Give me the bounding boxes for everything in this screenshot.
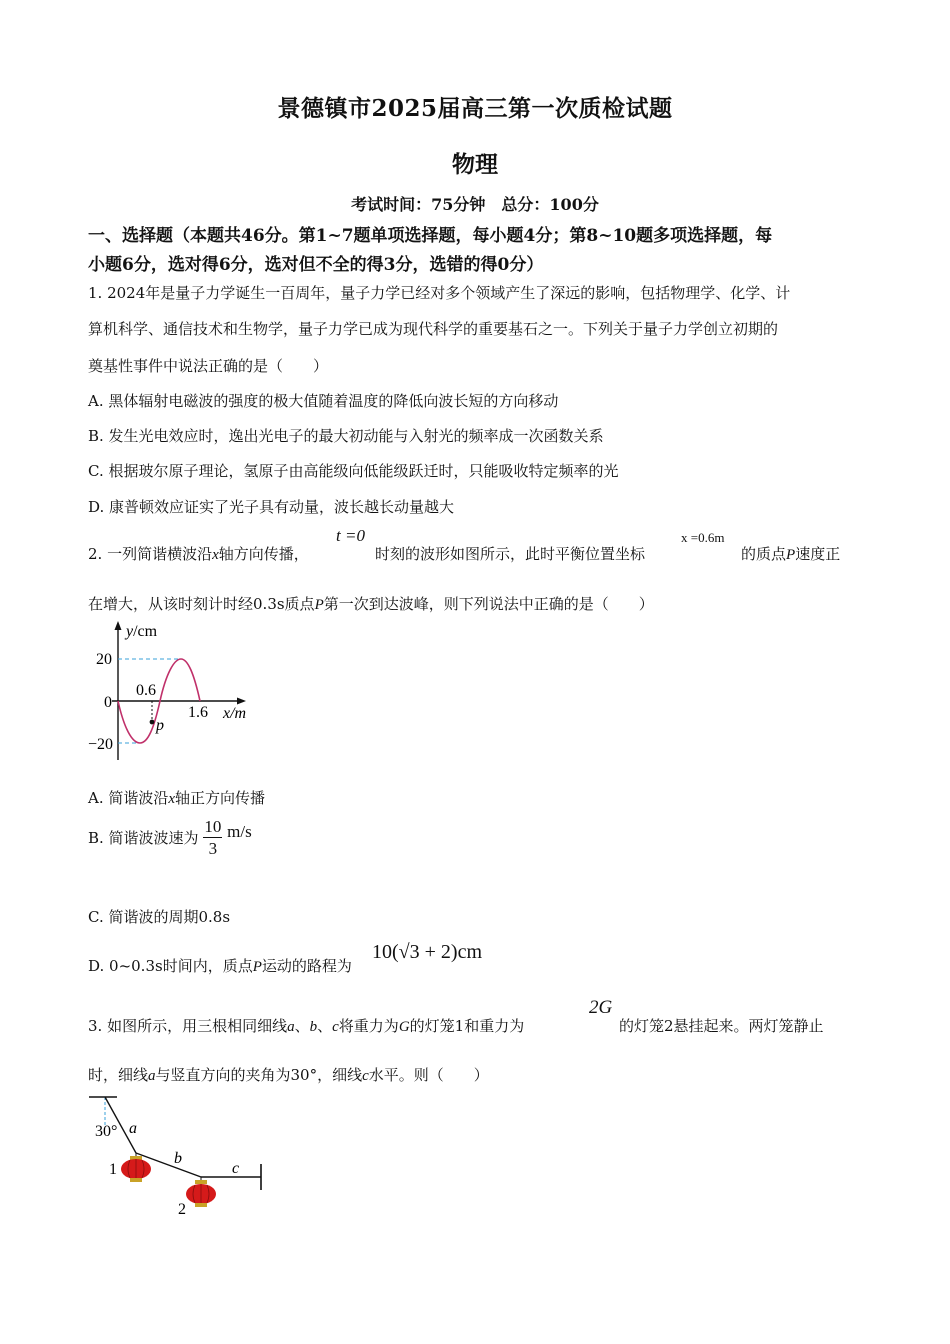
fraction-denominator: 3 bbox=[208, 839, 218, 858]
string-a-label: a bbox=[129, 1120, 137, 1137]
q2-stem-end: 的质点P速度正 bbox=[741, 545, 841, 563]
x-tick-1-6: 1.6 bbox=[188, 704, 208, 721]
q2-stem-line1: 2. 一列简谐横波沿x轴方向传播， bbox=[88, 545, 309, 563]
fraction-numerator: 10 bbox=[204, 817, 222, 836]
point-p bbox=[150, 720, 155, 725]
q1-option-d: D. 康普顿效应证实了光子具有动量，波长越长动量越大 bbox=[88, 498, 455, 516]
q1-stem-line3: 奠基性事件中说法正确的是（ ） bbox=[88, 357, 329, 375]
x-axis-arrow-icon bbox=[237, 698, 246, 705]
q1-option-b: B. 发生光电效应时，逸出光电子的最大初动能与入射光的频率成一次函数关系 bbox=[88, 427, 604, 445]
q2-option-b: B. 简谐波波速为 $\frac{10}{3}$ m/s bbox=[88, 817, 252, 858]
lantern-figure bbox=[85, 1090, 275, 1220]
q3-stem-line2: 时，细线a与竖直方向的夹角为30°，细线c水平。则（ ） bbox=[88, 1066, 489, 1084]
x-axis-label: x/m bbox=[223, 705, 247, 722]
string-c-label: c bbox=[232, 1160, 240, 1177]
q3-weight-2g: 2G bbox=[589, 997, 613, 1018]
q1-stem-line1: 1. 2024年是量子力学诞生一百周年，量子力学已经对多个领域产生了深远的影响，包括物理学、化学、计 bbox=[88, 284, 791, 302]
q2-stem-mid: 时刻的波形如图所示，此时平衡位置坐标 bbox=[375, 545, 646, 563]
q2-stem-line2: 在增大，从该时刻计时经0.3s质点P第一次到达波峰，则下列说法中正确的是（ ） bbox=[88, 595, 654, 613]
q1-option-c: C. 根据玻尔原子理论，氢原子由高能级向低能级跃迁时，只能吸收特定频率的光 bbox=[88, 462, 619, 480]
y-axis-label: y/cm bbox=[126, 623, 158, 640]
q3-stem-line1: 3. 如图所示，用三根相同细线a、b、c将重力为G的灯笼1和重力为 bbox=[88, 1017, 525, 1035]
wave-graph bbox=[80, 618, 270, 768]
section-heading-line2: 小题6分，选对得6分，选对但不全的得3分，选错的得0分） bbox=[88, 255, 544, 275]
point-p-label: p bbox=[156, 717, 164, 734]
lantern-2-icon bbox=[186, 1177, 216, 1207]
section-heading-line1: 一、选择题（本题共46分。第1~7题单项选择题，每小题4分；第8~10题多项选择题，每 bbox=[88, 226, 773, 246]
y-axis-unit: /cm bbox=[133, 623, 158, 640]
q2-position-equation: x =0.6m bbox=[681, 530, 725, 545]
q1-stem-line2: 算机科学、通信技术和生物学，量子力学已成为现代科学的重要基石之一。下列关于量子力学创立初期的 bbox=[88, 320, 779, 338]
string-b-label: b bbox=[174, 1150, 182, 1167]
q2-option-d: D. 0~0.3s时间内，质点P运动的路程为 bbox=[88, 957, 352, 975]
q2-speed-unit: m/s bbox=[227, 822, 252, 841]
q2-path-length: 10(√3 + 2)cm bbox=[372, 941, 483, 963]
y-tick-neg20: −20 bbox=[88, 736, 114, 753]
q3-stem-line1-end: 的灯笼2悬挂起来。两灯笼静止 bbox=[619, 1017, 824, 1035]
q2-option-c: C. 简谐波的周期0.8s bbox=[88, 908, 231, 926]
q1-option-a: A. 黑体辐射电磁波的强度的极大值随着温度的降低向波长短的方向移动 bbox=[88, 392, 559, 410]
lantern-2-label: 2 bbox=[178, 1201, 186, 1218]
y-tick-0: 0 bbox=[104, 694, 112, 711]
exam-title: 景德镇市2025届高三第一次质检试题 bbox=[277, 95, 673, 122]
subject-title: 物理 bbox=[452, 151, 498, 178]
angle-label: 30° bbox=[95, 1123, 118, 1140]
x-tick-0-6: 0.6 bbox=[136, 682, 156, 699]
exam-info: 考试时间：75分钟 总分：100分 bbox=[351, 195, 599, 214]
q2-speed-fraction bbox=[203, 818, 222, 857]
y-tick-20: 20 bbox=[96, 651, 112, 668]
q2-time-equation: t =0 bbox=[336, 526, 365, 545]
q2-option-a: A. 简谐波沿x轴正方向传播 bbox=[88, 789, 266, 807]
y-axis-arrow-icon bbox=[115, 621, 122, 630]
lantern-1-label: 1 bbox=[109, 1161, 117, 1178]
